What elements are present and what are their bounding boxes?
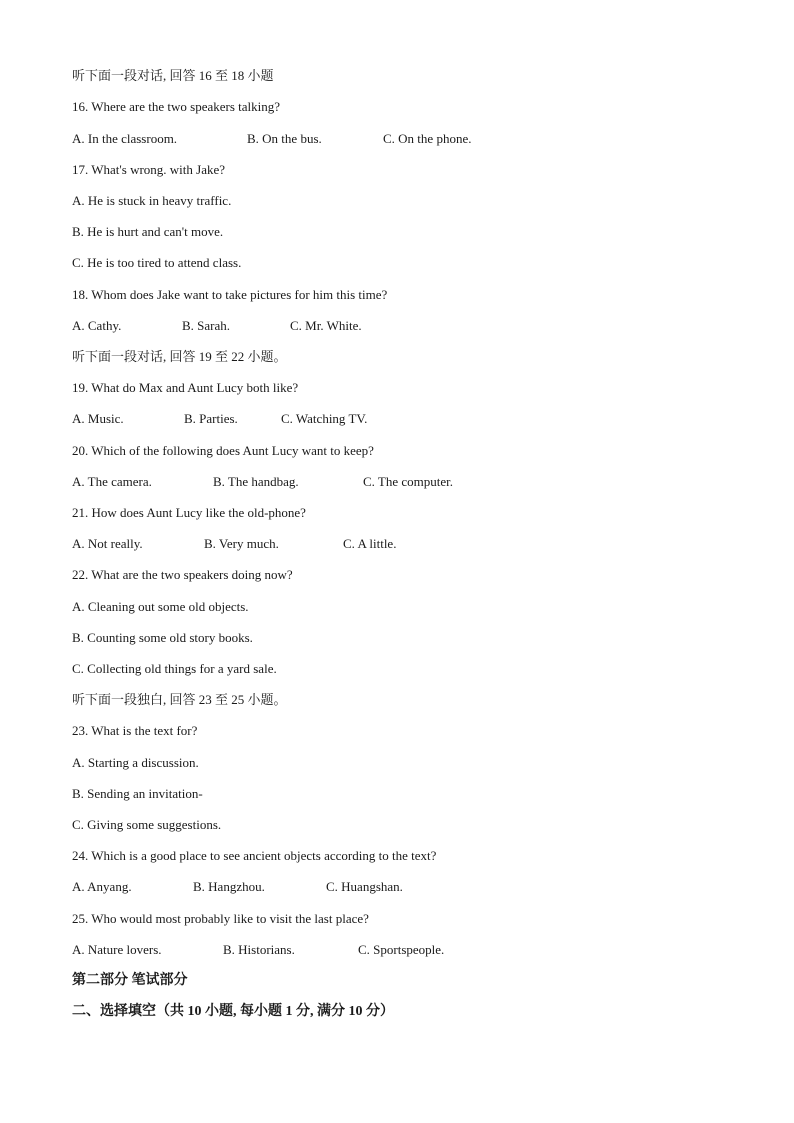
question-18-stem: 18. Whom does Jake want to take pictures for him this time? [72, 287, 388, 302]
option-c: C. Sportspeople. [358, 942, 445, 957]
question-24-stem: 24. Which is a good place to see ancient objects according to the text? [72, 848, 437, 863]
option-a: A. The camera. [72, 474, 152, 489]
question-22-option-a: A. Cleaning out some old objects. [72, 599, 249, 614]
option-c: C. Watching TV. [281, 411, 368, 426]
question-23-option-b: B. Sending an invitation- [72, 786, 203, 801]
question-16-stem: 16. Where are the two speakers talking? [72, 99, 281, 114]
option-b: B. The handbag. [213, 474, 299, 489]
option-c: C. Huangshan. [326, 879, 403, 894]
question-17-stem: 17. What's wrong. with Jake? [72, 162, 226, 177]
question-23-option-c: C. Giving some suggestions. [72, 817, 222, 832]
option-b: B. Hangzhou. [193, 879, 265, 894]
option-b: B. Historians. [223, 942, 295, 957]
question-23-option-a: A. Starting a discussion. [72, 755, 199, 770]
option-a: A. Nature lovers. [72, 942, 162, 957]
section-title: 二、选择填空（共 10 小题, 每小题 1 分, 满分 10 分） [72, 1004, 394, 1019]
section-instruction: 听下面一段对话, 回答 19 至 22 小题。 [72, 349, 287, 364]
option-c: C. Mr. White. [290, 318, 362, 333]
option-a: A. In the classroom. [72, 131, 178, 146]
question-17-option-a: A. He is stuck in heavy traffic. [72, 193, 232, 208]
question-22-option-c: C. Collecting old things for a yard sale. [72, 661, 277, 676]
question-20-stem: 20. Which of the following does Aunt Lucy want to keep? [72, 443, 374, 458]
question-19-stem: 19. What do Max and Aunt Lucy both like? [72, 380, 299, 395]
option-b: B. On the bus. [247, 131, 322, 146]
question-23-stem: 23. What is the text for? [72, 723, 198, 738]
question-22-stem: 22. What are the two speakers doing now? [72, 567, 293, 582]
option-a: A. Cathy. [72, 318, 122, 333]
part-title: 第二部分 笔试部分 [72, 973, 188, 988]
question-22-option-b: B. Counting some old story books. [72, 630, 253, 645]
section-instruction: 听下面一段对话, 回答 16 至 18 小题 [72, 68, 274, 83]
option-b: B. Parties. [184, 411, 238, 426]
option-c: C. On the phone. [383, 131, 472, 146]
option-b: B. Very much. [204, 536, 279, 551]
question-21-stem: 21. How does Aunt Lucy like the old-phone? [72, 505, 306, 520]
question-25-stem: 25. Who would most probably like to visit the last place? [72, 911, 369, 926]
question-17-option-c: C. He is too tired to attend class. [72, 255, 242, 270]
question-17-option-b: B. He is hurt and can't move. [72, 224, 224, 239]
option-c: C. The computer. [363, 474, 454, 489]
option-a: A. Music. [72, 411, 124, 426]
option-b: B. Sarah. [182, 318, 231, 333]
option-c: C. A little. [343, 536, 397, 551]
option-a: A. Not really. [72, 536, 143, 551]
section-instruction: 听下面一段独白, 回答 23 至 25 小题。 [72, 692, 287, 707]
option-a: A. Anyang. [72, 879, 132, 894]
